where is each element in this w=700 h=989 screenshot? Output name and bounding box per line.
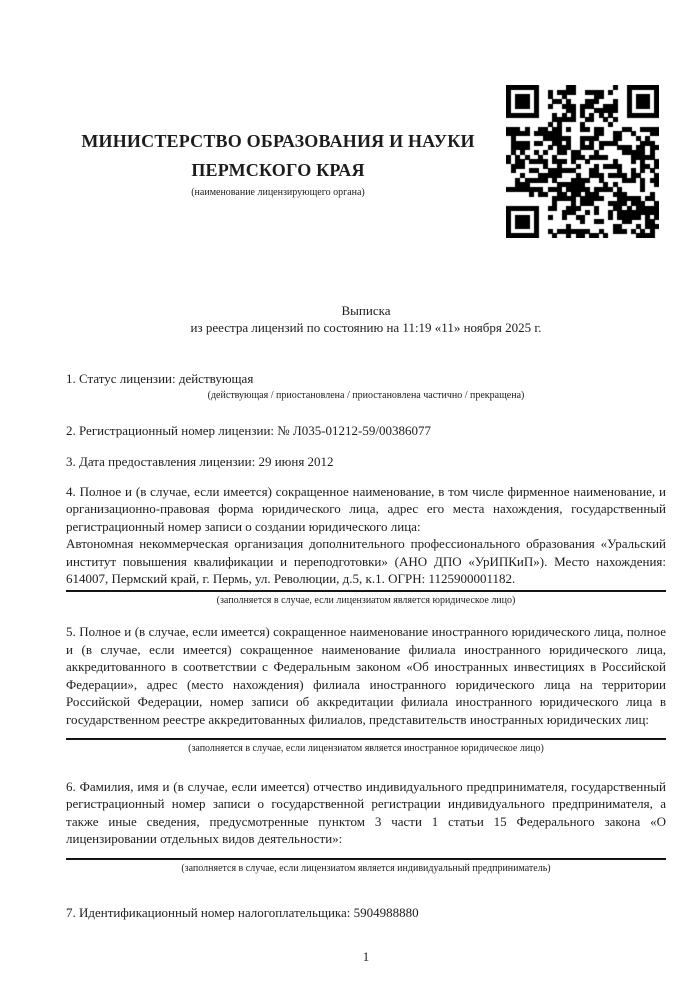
grant-date-text: 3. Дата предоставления лицензии: 29 июня 2012	[66, 453, 334, 469]
section-3-grant-date	[66, 453, 666, 470]
ministry-caption: (наименование лицензирующего органа)	[191, 187, 365, 198]
foreign-entity-note: (заполняется в случае, если лицензиатом является иностранное юридическое лицо)	[188, 742, 544, 754]
section-4-legal-entity	[66, 483, 666, 607]
ministry-name-line2: ПЕРМСКОГО КРАЯ	[191, 160, 365, 180]
blank-field-line	[66, 858, 666, 860]
document-title-line2: из реестра лицензий по состоянию на 11:19 «11» ноября 2025 г.	[190, 320, 542, 336]
page-number: 1	[362, 948, 370, 964]
section-7-taxpayer-id	[66, 904, 666, 921]
document-title-line1: Выписка	[341, 303, 391, 318]
registration-number-text: 2. Регистрационный номер лицензии: № Л035-01212-59/00386077	[66, 423, 432, 439]
ministry-name-line1: МИНИСТЕРСТВО ОБРАЗОВАНИЯ И НАУКИ	[81, 131, 475, 151]
legal-entity-value: Автономная некоммерческая организация дополнительного профессионального образования «Уральский институт повышения квалификации и переподготовки» (АНО ДПО «УрИПКиП»). Место нахождения: 614007, Пермский край, г. Пермь, ул. Революции, д.5, к.1. ОГРН: 1125900001182.	[66, 536, 666, 587]
license-status-note: (действующая / приостановлена / приостановлена частично / прекращена)	[207, 390, 525, 402]
blank-field-line	[66, 738, 666, 740]
entrepreneur-note: (заполняется в случае, если лицензиатом является индивидуальный предприниматель)	[181, 862, 551, 874]
taxpayer-id-text: 7. Идентификационный номер налогоплательщика: 5904988880	[66, 904, 419, 920]
document-body	[66, 302, 666, 965]
foreign-entity-label: 5. Полное и (в случае, если имеется) сокращенное наименование иностранного юридического лица, полное и (в случае, если имеется) сокращенное наименование филиала иностранного юридического лица, аккредитованного в соответствии с Федеральным законом «Об иностранных инвестициях в Российской Федерации», адрес (место нахождения) филиала иностранного юридического лица на территории Российской Федерации, номер записи об аккредитации филиала иностранного юридического лица в государственном реестре аккредитованных филиалов, представительств иностранных юридических лиц:	[66, 624, 666, 727]
section-1-license-status	[66, 370, 666, 402]
legal-entity-note: (заполняется в случае, если лицензиатом является юридическое лицо)	[216, 595, 516, 607]
entrepreneur-label: 6. Фамилия, имя и (в случае, если имеется) отчество индивидуального предпринимателя, государственный регистрационный номер записи о государственной регистрации индивидуального предпринимателя, а также иные сведения, предусмотренные пунктом 3 части 1 статьи 15 Федерального закона «О лицензировании отдельных видов деятельности»:	[66, 778, 666, 847]
section-6-individual-entrepreneur	[66, 778, 666, 875]
legal-entity-label: 4. Полное и (в случае, если имеется) сокращенное наименование, в том числе фирменное наименование, и организационно-правовая форма юридического лица, адрес его места нахождения, государственный регистрационный номер записи о создании юридического лица:	[66, 484, 666, 534]
qr-code	[506, 85, 659, 238]
section-2-registration-number	[66, 422, 666, 439]
section-5-foreign-entity	[66, 623, 666, 754]
licensing-authority-header	[66, 127, 490, 199]
document-title	[66, 302, 666, 337]
license-status-text: 1. Статус лицензии: действующая	[66, 370, 254, 386]
blank-field-line	[66, 590, 666, 592]
